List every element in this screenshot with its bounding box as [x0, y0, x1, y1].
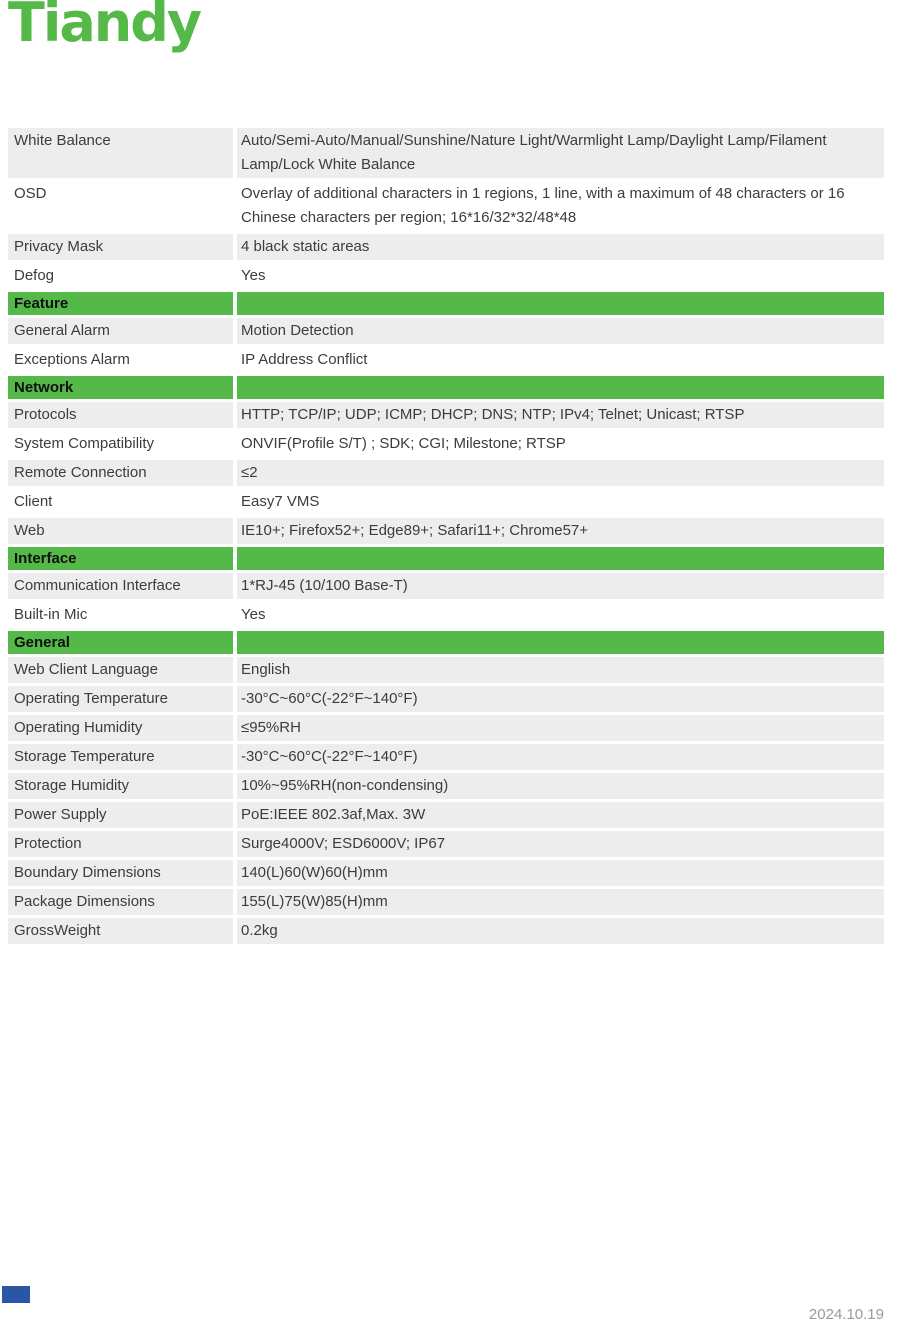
- spec-value-cell: Yes: [237, 263, 884, 289]
- section-header-spacer: [237, 631, 884, 654]
- spec-row: [8, 715, 884, 741]
- spec-value-cell: Easy7 VMS: [237, 489, 884, 515]
- spec-label-cell: Operating Humidity: [8, 715, 233, 741]
- spec-label-cell: Web: [8, 518, 233, 544]
- spec-label-cell: System Compatibility: [8, 431, 233, 457]
- spec-value-cell: IE10+; Firefox52+; Edge89+; Safari11+; Chrome57+: [237, 518, 884, 544]
- spec-row: [8, 431, 884, 457]
- spec-value-cell: 155(L)75(W)85(H)mm: [237, 889, 884, 915]
- spec-value-cell: 4 black static areas: [237, 234, 884, 260]
- section-header-label: General: [8, 631, 233, 654]
- footer-brand-mark: [2, 1286, 30, 1303]
- spec-row: [8, 773, 884, 799]
- spec-row: [8, 802, 884, 828]
- spec-label-cell: White Balance: [8, 128, 233, 178]
- spec-label-cell: OSD: [8, 181, 233, 231]
- spec-row: [8, 602, 884, 628]
- spec-row: [8, 234, 884, 260]
- section-header-row: [8, 547, 884, 570]
- spec-row: [8, 918, 884, 944]
- spec-value-cell: ≤2: [237, 460, 884, 486]
- spec-label-cell: Built-in Mic: [8, 602, 233, 628]
- spec-label-cell: Power Supply: [8, 802, 233, 828]
- spec-value-cell: -30°C~60°C(-22°F~140°F): [237, 686, 884, 712]
- spec-row: [8, 860, 884, 886]
- spec-row: [8, 889, 884, 915]
- section-header-row: [8, 631, 884, 654]
- spec-row: [8, 489, 884, 515]
- section-header-spacer: [237, 292, 884, 315]
- spec-row: [8, 657, 884, 683]
- spec-value-cell: ONVIF(Profile S/T) ; SDK; CGI; Milestone; RTSP: [237, 431, 884, 457]
- spec-label-cell: Protocols: [8, 402, 233, 428]
- spec-label-cell: Exceptions Alarm: [8, 347, 233, 373]
- spec-value-cell: -30°C~60°C(-22°F~140°F): [237, 744, 884, 770]
- footer-date: 2024.10.19: [808, 1306, 884, 1323]
- section-header-spacer: [237, 547, 884, 570]
- spec-label-cell: GrossWeight: [8, 918, 233, 944]
- spec-table: [8, 128, 884, 947]
- spec-label-cell: Package Dimensions: [8, 889, 233, 915]
- spec-row: [8, 573, 884, 599]
- spec-label-cell: Protection: [8, 831, 233, 857]
- section-header-label: Network: [8, 376, 233, 399]
- spec-label-cell: Boundary Dimensions: [8, 860, 233, 886]
- spec-value-cell: HTTP; TCP/IP; UDP; ICMP; DHCP; DNS; NTP; IPv4; Telnet; Unicast; RTSP: [237, 402, 884, 428]
- section-header-label: Feature: [8, 292, 233, 315]
- spec-value-cell: PoE:IEEE 802.3af,Max. 3W: [237, 802, 884, 828]
- spec-label-cell: Operating Temperature: [8, 686, 233, 712]
- spec-row: [8, 831, 884, 857]
- spec-row: [8, 460, 884, 486]
- spec-value-cell: ≤95%RH: [237, 715, 884, 741]
- spec-row: [8, 318, 884, 344]
- section-header-row: [8, 376, 884, 399]
- section-header-spacer: [237, 376, 884, 399]
- spec-label-cell: Defog: [8, 263, 233, 289]
- spec-label-cell: Communication Interface: [8, 573, 233, 599]
- spec-value-cell: Overlay of additional characters in 1 regions, 1 line, with a maximum of 48 characters or 16 Chinese characters per region; 16*16/32*32/48*48: [237, 181, 884, 231]
- spec-row: [8, 128, 884, 178]
- spec-row: [8, 263, 884, 289]
- spec-value-cell: 1*RJ-45 (10/100 Base-T): [237, 573, 884, 599]
- spec-value-cell: IP Address Conflict: [237, 347, 884, 373]
- spec-row: [8, 347, 884, 373]
- spec-row: [8, 402, 884, 428]
- spec-value-cell: Surge4000V; ESD6000V; IP67: [237, 831, 884, 857]
- section-header-row: [8, 292, 884, 315]
- spec-label-cell: Client: [8, 489, 233, 515]
- spec-row: [8, 686, 884, 712]
- spec-value-cell: Yes: [237, 602, 884, 628]
- spec-row: [8, 181, 884, 231]
- spec-label-cell: General Alarm: [8, 318, 233, 344]
- spec-label-cell: Privacy Mask: [8, 234, 233, 260]
- spec-label-cell: Web Client Language: [8, 657, 233, 683]
- spec-row: [8, 518, 884, 544]
- spec-value-cell: Auto/Semi-Auto/Manual/Sunshine/Nature Light/Warmlight Lamp/Daylight Lamp/Filament Lamp/Lock White Balance: [237, 128, 884, 178]
- spec-label-cell: Remote Connection: [8, 460, 233, 486]
- spec-value-cell: 0.2kg: [237, 918, 884, 944]
- spec-label-cell: Storage Temperature: [8, 744, 233, 770]
- spec-value-cell: 10%~95%RH(non-condensing): [237, 773, 884, 799]
- section-header-label: Interface: [8, 547, 233, 570]
- spec-value-cell: 140(L)60(W)60(H)mm: [237, 860, 884, 886]
- spec-value-cell: English: [237, 657, 884, 683]
- spec-row: [8, 744, 884, 770]
- spec-value-cell: Motion Detection: [237, 318, 884, 344]
- tiandy-logo: Tiandy: [8, 0, 201, 54]
- spec-label-cell: Storage Humidity: [8, 773, 233, 799]
